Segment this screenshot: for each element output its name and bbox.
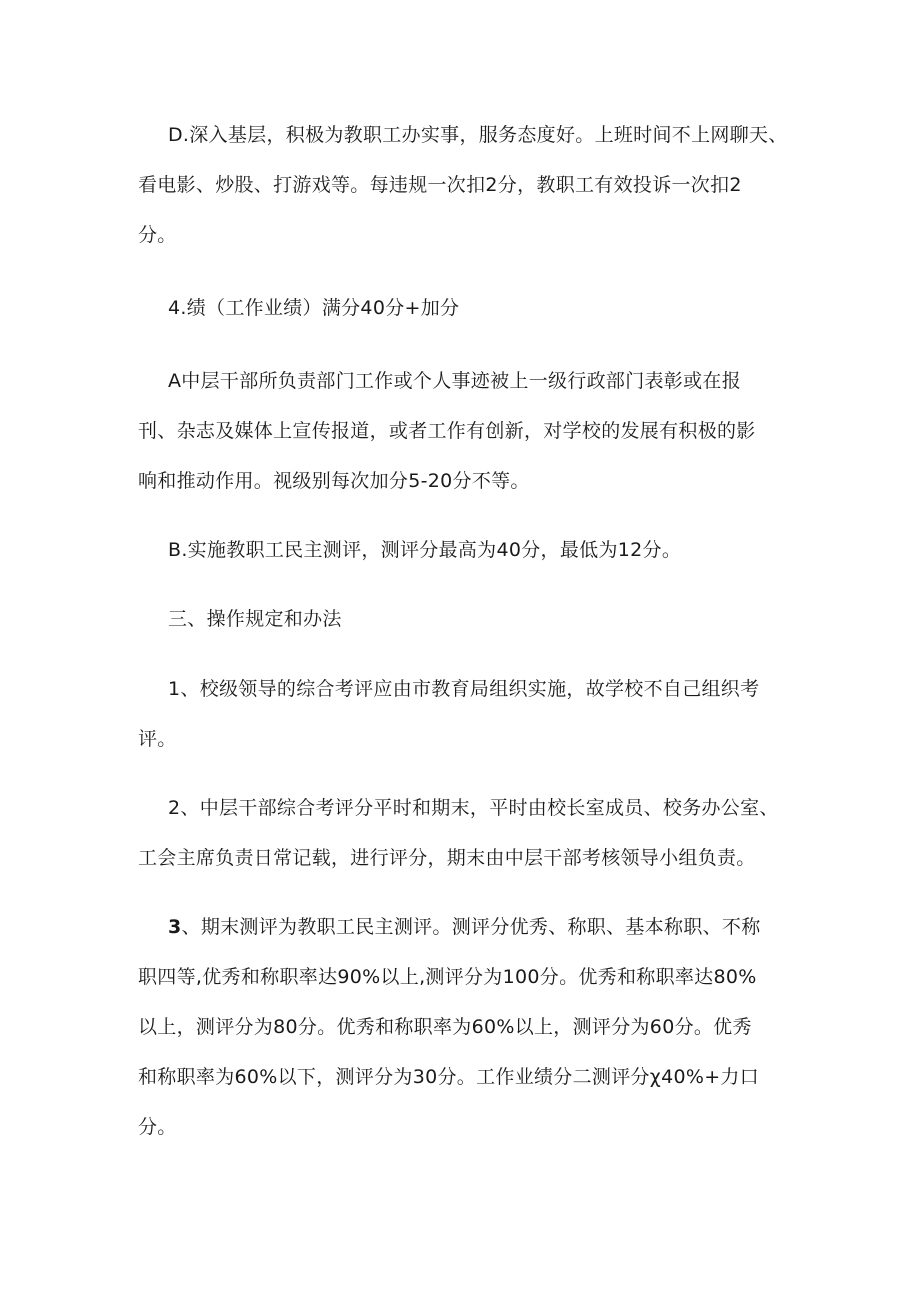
text-line: 4.绩（工作业绩）满分40分+加分 (168, 297, 460, 319)
text-line: 以上，测评分为80分。优秀和称职率为60%以上，测评分为60分。优秀 (138, 1016, 752, 1038)
text-line (138, 902, 798, 952)
text-line: 看电影、炒股、打游戏等。每违规一次扣2分，教职工有效投诉一次扣2 (138, 174, 742, 196)
text-line: 评。 (138, 728, 177, 750)
text-line: 响和推动作用。视级别每次加分5-20分不等。 (138, 470, 530, 492)
text-line: D.深入基层，积极为教职工办实事，服务态度好。上班时间不上网聊天、 (168, 124, 788, 146)
item-number: 3 (168, 916, 182, 938)
text-line: 三、操作规定和办法 (168, 608, 342, 630)
text-line: B.实施教职工民主测评，测评分最高为40分，最低为12分。 (168, 539, 682, 561)
text-line: 和称职率为60%以下，测评分为30分。工作业绩分二测评分χ40%+力口 (138, 1066, 760, 1088)
text-line: 分。 (138, 224, 177, 246)
text-line: 职四等,优秀和称职率达90%以上,测评分为100分。优秀和称职率达80% (138, 966, 757, 988)
text-line: 1、校级领导的综合考评应由市教育局组织实施，故学校不自己组织考 (168, 678, 760, 700)
text-line: A中层干部所负责部门工作或个人事迹被上一级行政部门表彰或在报 (168, 370, 741, 392)
paragraph-a-commendation (138, 356, 798, 506)
paragraph-d-service-attitude (138, 110, 798, 260)
text-line: 工会主席负责日常记载，进行评分，期末由中层干部考核领导小组负责。 (138, 847, 756, 869)
text-line: 分。 (138, 1116, 177, 1138)
paragraph-b-democratic-evaluation (138, 525, 798, 575)
section-heading-work-performance (138, 283, 798, 333)
rule-item-2 (138, 783, 798, 883)
rule-item-1 (138, 664, 798, 764)
rule-item-3 (138, 902, 798, 1152)
text-line: 2、中层干部综合考评分平时和期末，平时由校长室成员、校务办公室、 (168, 797, 779, 819)
text-segment: 、期末测评为教职工民主测评。测评分优秀、称职、基本称职、不称 (181, 916, 761, 938)
text-line: 刊、杂志及媒体上宣传报道，或者工作有创新，对学校的发展有积极的影 (138, 420, 756, 442)
section-heading-operating-rules (138, 594, 798, 644)
